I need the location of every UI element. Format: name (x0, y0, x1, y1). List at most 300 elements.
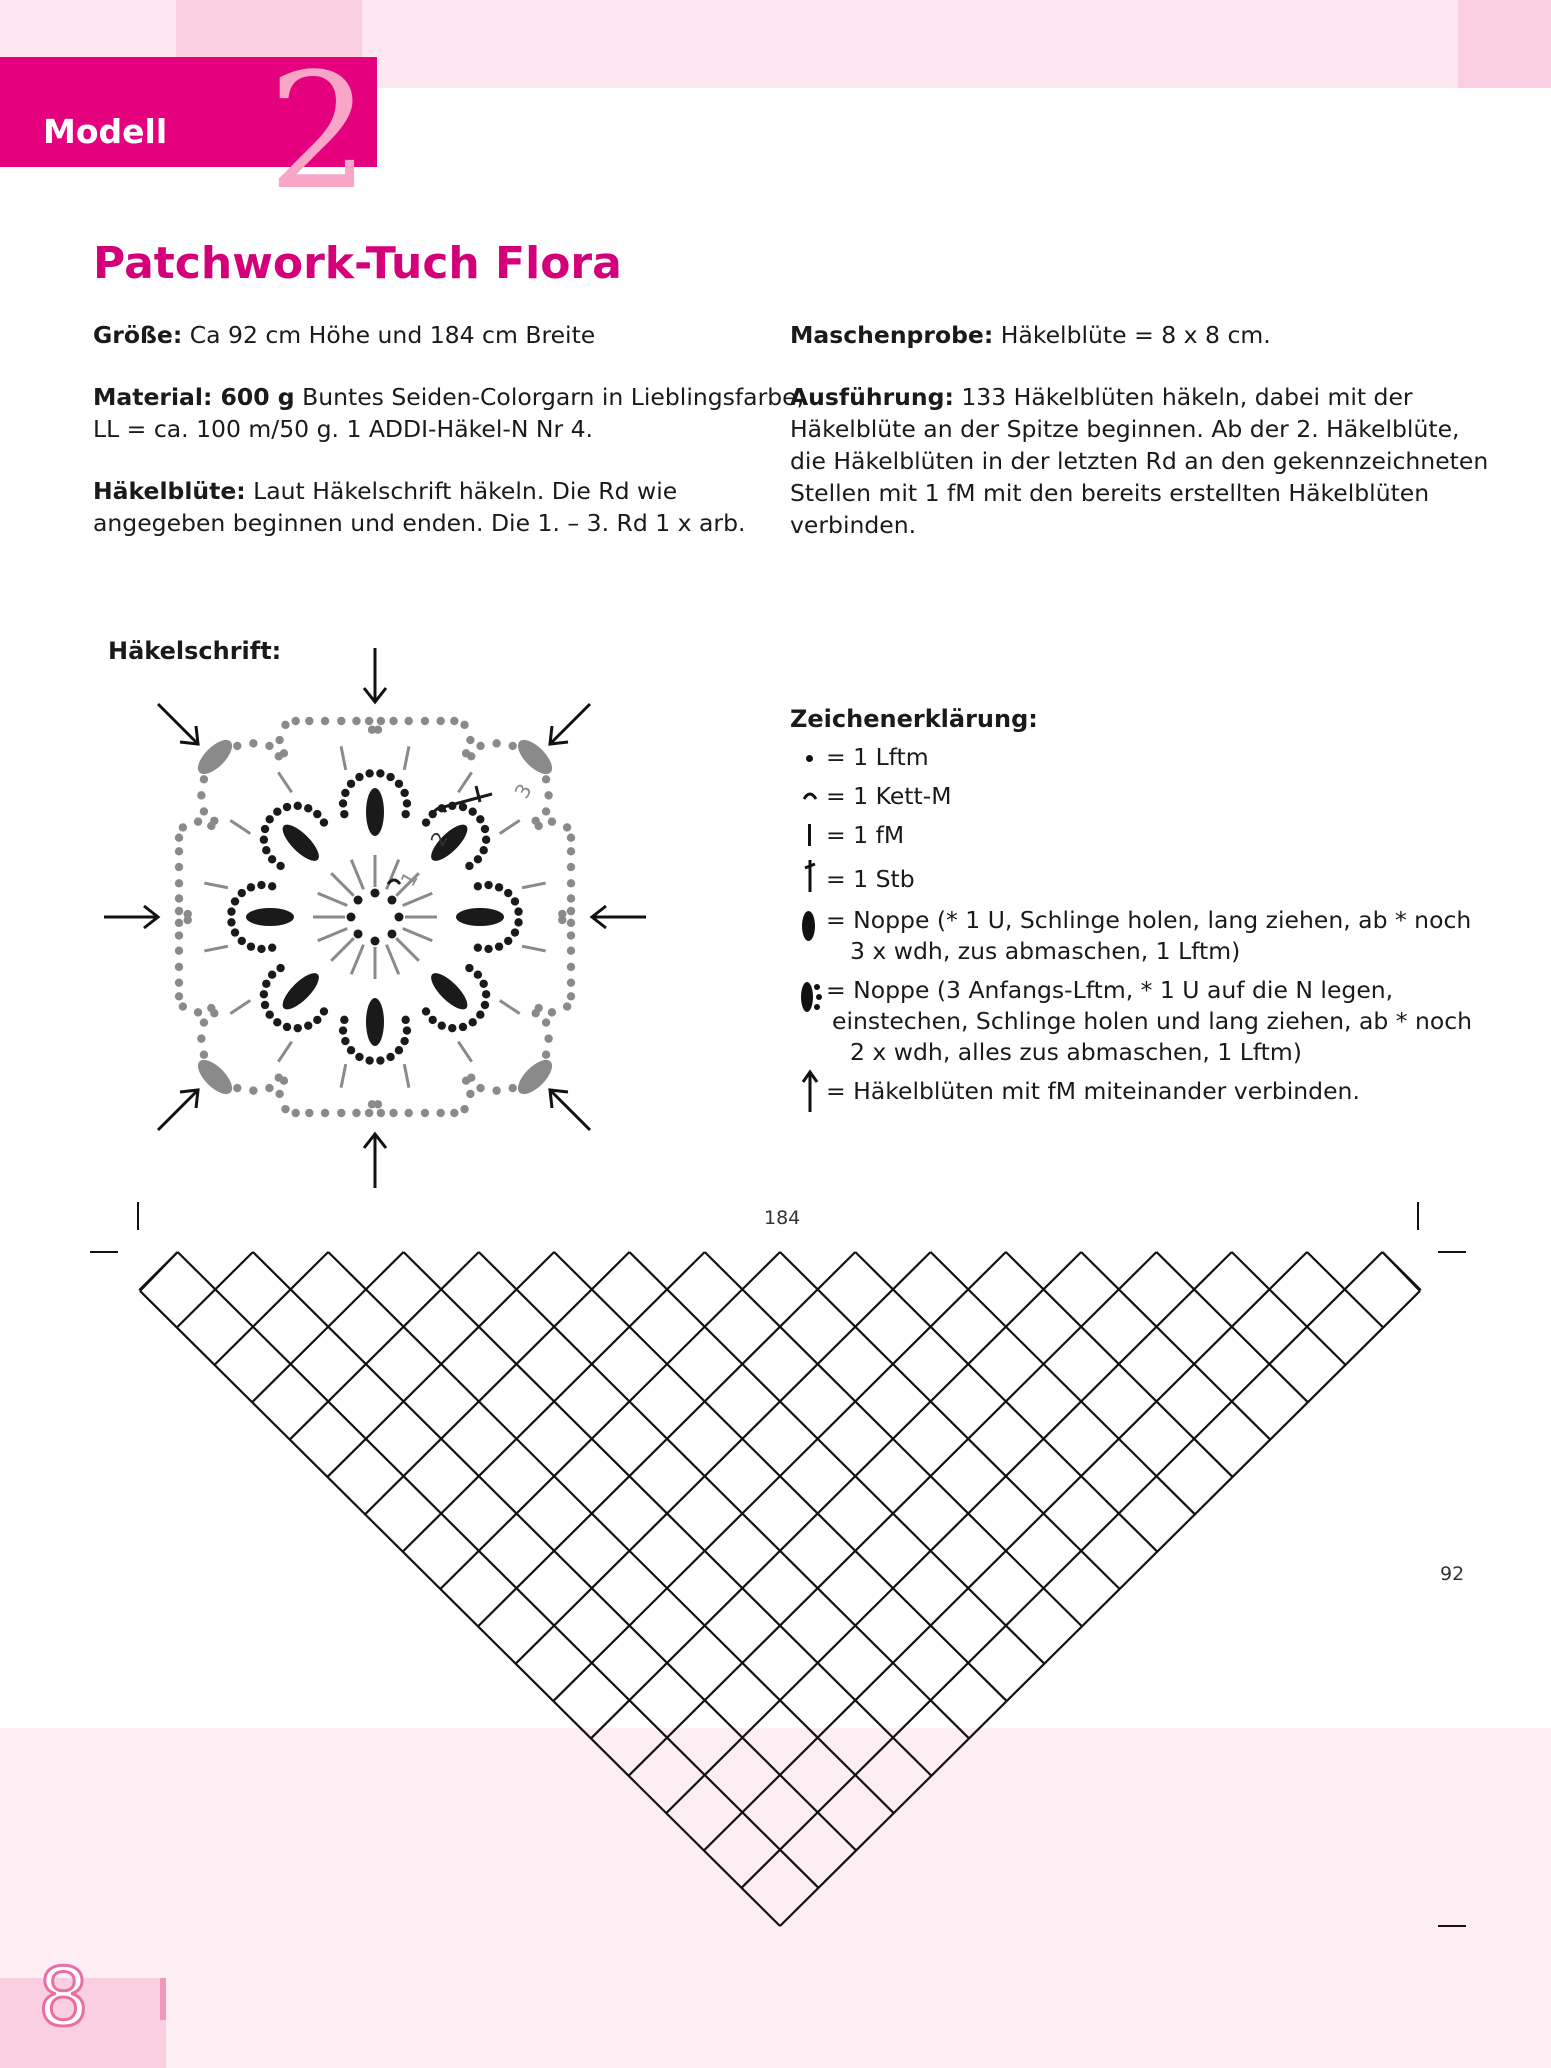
grid-line (742, 1252, 1383, 1888)
outer-chain-dot (389, 1109, 397, 1117)
chain-dot (504, 889, 512, 897)
chain-dot (504, 937, 512, 945)
outer-chain-dot (175, 978, 183, 986)
spoke-line (396, 938, 419, 961)
grid-line (140, 1291, 780, 1926)
outer-chain-dot (194, 817, 202, 825)
shawl-schematic (80, 1190, 1480, 1950)
chain-dot (401, 810, 409, 818)
outer-spoke-line (204, 946, 228, 951)
flower-label: Häkelblüte: (93, 477, 246, 505)
chain-dot (304, 1021, 312, 1029)
center-dot (395, 913, 404, 922)
outer-chain-dots (175, 717, 575, 1117)
round-label-2: 2 (425, 827, 453, 851)
chain-dot (474, 943, 482, 951)
outer-chain-dot (492, 739, 500, 747)
outer-chain-dot (544, 1034, 552, 1042)
chain-dot (403, 1026, 411, 1034)
chain-dot (262, 980, 270, 988)
outer-chain-dot (175, 963, 183, 971)
outer-chain-dot (197, 1034, 205, 1042)
chain-dot (476, 1010, 484, 1018)
chain-dot (481, 825, 489, 833)
chain-dot (260, 836, 268, 844)
outer-chain-dot (175, 947, 183, 955)
legend-text-slip-stitch: = 1 Kett-M (826, 782, 952, 810)
outer-spoke-line (341, 746, 346, 770)
outer-chain-dot (175, 907, 183, 915)
chain-dot (320, 818, 328, 826)
chain-dot (448, 1024, 456, 1032)
outer-chain-dot (436, 717, 444, 725)
outer-spoke-line (230, 820, 250, 833)
outer-chain-dot (563, 1002, 571, 1010)
outer-chain-dot (450, 717, 458, 725)
chain-dot (459, 1023, 467, 1031)
chain-dot (474, 882, 482, 890)
outer-chain-dot (175, 833, 183, 841)
outer-chain-dot (467, 1074, 475, 1082)
chain-dot (482, 836, 490, 844)
chain-dot (465, 862, 473, 870)
legend-text-join: = Häkelblüten mit fM miteinander verbinden. (826, 1077, 1360, 1105)
outer-spoke-line (341, 1064, 346, 1088)
chain-dot (401, 1016, 409, 1024)
outer-chain-dot (197, 791, 205, 799)
outer-chain-dot (200, 807, 208, 815)
chain-dot (227, 918, 235, 926)
chain-dot (400, 1037, 408, 1045)
spoke-line (351, 860, 363, 890)
outer-chain-dot (321, 1109, 329, 1117)
outer-spoke-line (230, 1000, 250, 1013)
chain-dot (313, 810, 321, 818)
outer-chain-dot (365, 717, 373, 725)
chain-dot (276, 862, 284, 870)
chain-dot (376, 1056, 384, 1064)
outer-chain-dot (175, 879, 183, 887)
outer-chain-dot (534, 1004, 542, 1012)
chain-dot (238, 937, 246, 945)
outer-chain-dot (567, 963, 575, 971)
center-dot (371, 937, 380, 946)
instructions-label: Ausführung: (790, 383, 954, 411)
outer-chain-dot (567, 907, 575, 915)
height-label: 92 (1440, 1563, 1465, 1585)
outer-chain-dot (567, 947, 575, 955)
material-text-2: LL = ca. 100 m/50 g. 1 ADDI-Häkel-N Nr 4. (93, 415, 594, 443)
outer-chain-dot (175, 931, 183, 939)
legend-text-bobble: = Noppe (* 1 U, Schlinge holen, lang ziehen, ab * noch (826, 906, 1472, 934)
chain-dot (468, 1018, 476, 1026)
grid-line (479, 1252, 969, 1738)
grid-line (629, 1252, 1044, 1664)
crochet-diagram (100, 640, 660, 1200)
chain-dot (484, 881, 492, 889)
outer-spoke-line (522, 946, 546, 951)
chain-dot (247, 942, 255, 950)
outer-chain-dot (305, 1109, 313, 1117)
material-text: Buntes Seiden-Colorgarn in Lieblingsfarbe, (294, 383, 805, 411)
outer-chain-dot (352, 717, 360, 725)
chain-dot (400, 789, 408, 797)
grid-line (328, 1252, 894, 1813)
chain-dot (386, 773, 394, 781)
outer-chain-dot (567, 863, 575, 871)
page-number-bar (160, 1978, 166, 2020)
chain-dot (268, 970, 276, 978)
chain-dot (468, 807, 476, 815)
bobble-petals (246, 788, 504, 1046)
chain-dot (422, 1007, 430, 1015)
chain-dot (231, 928, 239, 936)
modell-label: Modell (43, 112, 168, 151)
outer-chain-dot (275, 736, 283, 744)
join-arrow-icon (800, 1068, 820, 1114)
grid-line (290, 1252, 479, 1440)
instructions-text-3: die Häkelblüten in der letzten Rd an den gekennzeichneten (790, 447, 1489, 475)
chain-dot (365, 769, 373, 777)
outer-chain-dot (175, 992, 183, 1000)
spoke-line (318, 928, 348, 940)
instructions-text-4: Stellen mit 1 fM mit den bereits erstellten Häkelblüten (790, 479, 1430, 507)
size-text: Ca 92 cm Höhe und 184 cm Breite (182, 321, 596, 349)
spoke-line (318, 893, 348, 905)
flower-text: Laut Häkelschrift häkeln. Die Rd wie (245, 477, 678, 505)
grid-line (516, 1252, 931, 1664)
outer-chain-dot (532, 817, 540, 825)
outer-chain-dot (337, 1109, 345, 1117)
chain-dot (479, 980, 487, 988)
chain-dot (465, 964, 473, 972)
spoke-line (386, 945, 398, 975)
grid-line (365, 1252, 629, 1514)
chain-dot (268, 855, 276, 863)
outer-chain-dot (321, 717, 329, 725)
legend-text-bobble-start-3: 2 x wdh, alles zus abmaschen, 1 Lftm) (850, 1038, 1302, 1066)
diagram-title: Häkelschrift: (108, 637, 282, 665)
outer-chain-dot (389, 717, 397, 725)
outer-spoke-line (458, 1042, 471, 1062)
chain-dot (355, 1053, 363, 1061)
chain-dot (273, 1018, 281, 1026)
outer-chain-dot (275, 752, 283, 760)
chain-dot (340, 810, 348, 818)
chain-dot (265, 815, 273, 823)
outer-chain-dot (275, 1090, 283, 1098)
outer-chain-dot (492, 1086, 500, 1094)
outer-chain-dot (405, 1109, 413, 1117)
petal-bobble (277, 968, 324, 1015)
petal-bobble (426, 968, 473, 1015)
outer-chain-dot (200, 775, 208, 783)
size-paragraph (93, 319, 595, 351)
chain-dot (273, 807, 281, 815)
spoke-line (403, 928, 433, 940)
outer-chain-dot (405, 717, 413, 725)
outer-chain-dot (280, 1076, 288, 1084)
chain-dot (262, 846, 270, 854)
grid-line (666, 1252, 1232, 1813)
double-crochet-icon (801, 858, 819, 894)
outer-chain-dot (542, 1018, 550, 1026)
legend-text-chain: = 1 Lftm (826, 743, 929, 771)
chain-dot (238, 889, 246, 897)
chain-dot (283, 1023, 291, 1031)
outer-chain-dot (542, 775, 550, 783)
center-dot (387, 929, 396, 938)
chain-dot (313, 1016, 321, 1024)
outer-chain-dot (542, 807, 550, 815)
grid-line (1382, 1252, 1420, 1291)
single-crochet-icon (808, 824, 811, 846)
grid-line (140, 1252, 178, 1291)
petal-bobble (456, 908, 504, 926)
chain-dot (260, 990, 268, 998)
gauge-paragraph (790, 319, 1271, 351)
outer-chain-dot (305, 717, 313, 725)
grid-line (931, 1252, 1195, 1514)
legend-text-bobble-start-2: einstechen, Schlinge holen und lang ziehen, ab * noch (832, 1007, 1473, 1035)
dot-icon (806, 755, 813, 762)
outer-spoke-line (204, 883, 228, 888)
chain-dot (261, 1001, 269, 1009)
chain-dot (347, 780, 355, 788)
outer-chain-dot (567, 879, 575, 887)
outer-chain-dot (352, 1109, 360, 1117)
outer-chain-dot (462, 749, 470, 757)
chain-dot (514, 907, 522, 915)
size-label: Größe: (93, 321, 183, 349)
bobble-start-icon (798, 977, 822, 1017)
chain-dot (339, 799, 347, 807)
outer-chain-dot (563, 823, 571, 831)
outer-chain-dot (281, 1105, 289, 1113)
outer-chain-dot (421, 717, 429, 725)
center-dot (347, 913, 356, 922)
outer-chain-dot (544, 791, 552, 799)
grid-line (780, 1291, 1420, 1926)
chain-dot (484, 945, 492, 953)
outer-chain-dot (567, 847, 575, 855)
shawl-grid (139, 1252, 1421, 1926)
spoke-line (331, 938, 354, 961)
outer-chain-dot (436, 1109, 444, 1117)
outer-spoke-line (522, 883, 546, 888)
outer-chain-dot (508, 1084, 516, 1092)
outer-chain-dot (567, 978, 575, 986)
chain-dot (476, 815, 484, 823)
outer-chain-dot (233, 742, 241, 750)
outer-chain-dot (194, 1008, 202, 1016)
gauge-label: Maschenprobe: (790, 321, 994, 349)
chain-dot (514, 918, 522, 926)
gauge-text: Häkelblüte = 8 x 8 cm. (993, 321, 1271, 349)
outer-chain-dot (179, 1002, 187, 1010)
chain-dot (479, 846, 487, 854)
outer-chain-dot (265, 742, 273, 750)
chain-dot (268, 882, 276, 890)
chain-dot (265, 1010, 273, 1018)
instructions-text: 133 Häkelblüten häkeln, dabei mit der (953, 383, 1413, 411)
petal-bobble (277, 819, 324, 866)
legend-text-single-crochet: = 1 fM (826, 821, 905, 849)
slip-stitch-icon (802, 791, 818, 801)
outer-spoke-line (404, 746, 409, 770)
center-dot (354, 929, 363, 938)
chain-dot (247, 883, 255, 891)
outer-chain-dot (542, 1050, 550, 1058)
outer-chain-dot (249, 1086, 257, 1094)
grid-line (780, 1252, 1120, 1589)
outer-chain-dot (548, 1008, 556, 1016)
center-dot (371, 889, 380, 898)
outer-chain-dot (184, 916, 192, 924)
outer-chain-dot (337, 717, 345, 725)
chain-dot (376, 769, 384, 777)
outer-chain-dot (210, 1009, 218, 1017)
outer-spoke-line (500, 1000, 520, 1013)
outer-chain-dot (567, 931, 575, 939)
chain-dot (304, 804, 312, 812)
chain-dot (283, 803, 291, 811)
outer-chain-dot (365, 1109, 373, 1117)
flower-text-2: angegeben beginnen und enden. Die 1. – 3. Rd 1 x arb. (93, 509, 746, 537)
chain-dot (340, 1016, 348, 1024)
chain-dot (428, 1016, 436, 1024)
material-label: Material: 600 g (93, 383, 295, 411)
chain-dot (320, 1007, 328, 1015)
chain-dot (261, 825, 269, 833)
chain-dot (227, 907, 235, 915)
chain-dot (474, 855, 482, 863)
outer-chain-dot (476, 742, 484, 750)
page-number: 8 (38, 1951, 89, 2044)
outer-chain-dot (281, 721, 289, 729)
chain-dot (495, 942, 503, 950)
chain-dot (257, 945, 265, 953)
flower-paragraph (93, 475, 745, 539)
outer-chain-dot (476, 1084, 484, 1092)
legend-text-bobble-start: = Noppe (3 Anfangs-Lftm, * 1 U auf die N legen, (826, 976, 1394, 1004)
outer-spoke-line (278, 1042, 291, 1062)
legend-text-double-crochet: = 1 Stb (826, 865, 915, 893)
outer-chain-dot (377, 1109, 385, 1117)
chain-dot (422, 818, 430, 826)
outer-chain-dot (377, 717, 385, 725)
chain-dot (341, 1037, 349, 1045)
grid-line (178, 1252, 819, 1888)
outer-chain-dot (179, 823, 187, 831)
outer-chain-dot (368, 726, 376, 734)
chain-dot (474, 970, 482, 978)
chain-dot (294, 1024, 302, 1032)
spoke-line (403, 893, 433, 905)
outer-chain-dot (200, 1050, 208, 1058)
chain-dot (268, 943, 276, 951)
outer-chain-dot (466, 736, 474, 744)
width-label: 184 (764, 1207, 801, 1229)
chain-dot (395, 1046, 403, 1054)
chain-dot (495, 883, 503, 891)
outer-chain-dot (567, 833, 575, 841)
chain-dot (403, 799, 411, 807)
outer-chain-dot (175, 894, 183, 902)
chain-dot (511, 928, 519, 936)
outer-chain-dot (450, 1109, 458, 1117)
chain-dot (355, 773, 363, 781)
outer-chain-dot (291, 1109, 299, 1117)
outer-chain-dot (207, 822, 215, 830)
chain-dot (511, 897, 519, 905)
bobble-icon (802, 911, 815, 941)
outer-chain-dot (249, 739, 257, 747)
outer-chain-dot (460, 721, 468, 729)
chain-dot (257, 881, 265, 889)
outer-chain-dot (175, 919, 183, 927)
center-dot (354, 896, 363, 905)
material-paragraph (93, 381, 804, 445)
spoke-line (331, 873, 354, 896)
chain-dot (386, 1053, 394, 1061)
chain-dot (482, 990, 490, 998)
outer-chain-dot (466, 1090, 474, 1098)
chain-dot (294, 802, 302, 810)
outer-chain-dot (175, 847, 183, 855)
instructions-text-2: Häkelblüte an der Spitze beginnen. Ab der 2. Häkelblüte, (790, 415, 1460, 443)
legend-text-bobble-2: 3 x wdh, zus abmaschen, 1 Lftm) (850, 937, 1241, 965)
chain-dot (231, 897, 239, 905)
outer-chain-dot (175, 863, 183, 871)
outer-spoke-line (404, 1064, 409, 1088)
chain-dot (341, 789, 349, 797)
chain-dot (365, 1056, 373, 1064)
outer-chain-dot (567, 919, 575, 927)
round-label-3: 3 (509, 779, 537, 803)
petal-bobble (366, 788, 384, 836)
top-band-accent-right (1458, 0, 1551, 88)
round-label-1: 1 (395, 867, 423, 891)
grid-line (591, 1252, 1081, 1738)
outer-chain-dot (567, 894, 575, 902)
chain-dot (438, 1021, 446, 1029)
outer-chain-dot (548, 817, 556, 825)
grid-line (1081, 1252, 1270, 1440)
outer-chain-dot (421, 1109, 429, 1117)
dimension-marks (90, 1202, 1466, 1926)
outer-chain-dot (233, 1084, 241, 1092)
outer-chain-dot (291, 717, 299, 725)
spoke-line (351, 945, 363, 975)
chain-dot (339, 1026, 347, 1034)
legend-title: Zeichenerklärung: (790, 705, 1038, 733)
outer-chain-dot (200, 1018, 208, 1026)
chain-dot (395, 780, 403, 788)
page-title: Patchwork-Tuch Flora (93, 238, 622, 289)
grid-line (440, 1252, 780, 1589)
outer-spoke-line (278, 772, 291, 792)
outer-spoke-line (500, 820, 520, 833)
outer-chain-dot (508, 742, 516, 750)
chain-dot (347, 1046, 355, 1054)
chain-dot (481, 1001, 489, 1009)
outer-chain-dot (567, 992, 575, 1000)
center-dot (387, 896, 396, 905)
outer-chain-dot (265, 1084, 273, 1092)
outer-chain-dot (558, 916, 566, 924)
outer-chain-dot (374, 1100, 382, 1108)
